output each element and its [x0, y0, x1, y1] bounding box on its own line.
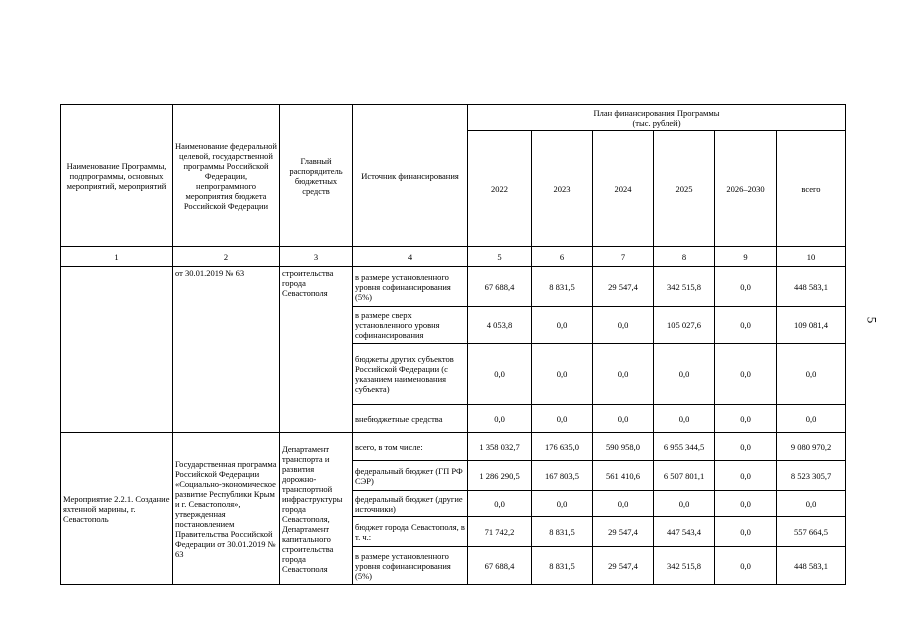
column-number: 9	[715, 247, 777, 267]
value-2024: 590 958,0	[593, 433, 654, 461]
plan-unit: (тыс. рублей)	[632, 117, 681, 128]
value-2024: 561 410,6	[593, 461, 654, 491]
column-number: 10	[777, 247, 846, 267]
value-2022: 1 286 290,5	[468, 461, 532, 491]
value-2026-2030: 0,0	[715, 405, 777, 433]
header-plan	[468, 105, 846, 131]
value-2023: 0,0	[532, 344, 593, 405]
financing-source: в размере установленного уровня софинансирования (5%)	[353, 547, 468, 585]
value-2022: 0,0	[468, 491, 532, 517]
plan-title: План финансирования Программы	[593, 107, 720, 118]
financing-source: бюджеты других субъектов Российской Федерации (с указанием наименования субъекта)	[353, 344, 468, 405]
value-2022: 67 688,4	[468, 267, 532, 307]
value-2024: 0,0	[593, 344, 654, 405]
header-program-name: Наименование Программы, подпрограммы, основных мероприятий, мероприятий	[61, 105, 173, 247]
value-total: 0,0	[777, 405, 846, 433]
value-2023: 0,0	[532, 307, 593, 344]
value-2023: 8 831,5	[532, 267, 593, 307]
header-year: 2023	[532, 131, 593, 247]
column-number: 3	[280, 247, 353, 267]
block1-federal-program: от 30.01.2019 № 63	[173, 267, 280, 433]
value-2025: 342 515,8	[654, 547, 715, 585]
value-2026-2030: 0,0	[715, 267, 777, 307]
financing-source: в размере установленного уровня софинансирования (5%)	[353, 267, 468, 307]
column-number: 2	[173, 247, 280, 267]
financing-source: всего, в том числе:	[353, 433, 468, 461]
value-2023: 0,0	[532, 405, 593, 433]
column-number: 6	[532, 247, 593, 267]
value-2026-2030: 0,0	[715, 433, 777, 461]
value-2026-2030: 0,0	[715, 517, 777, 547]
value-2023: 8 831,5	[532, 547, 593, 585]
header-total: всего	[777, 131, 846, 247]
value-2026-2030: 0,0	[715, 547, 777, 585]
value-total: 8 523 305,7	[777, 461, 846, 491]
value-2025: 0,0	[654, 405, 715, 433]
value-2025: 0,0	[654, 344, 715, 405]
value-2022: 0,0	[468, 344, 532, 405]
value-total: 0,0	[777, 491, 846, 517]
value-2022: 1 358 032,7	[468, 433, 532, 461]
value-total: 109 081,4	[777, 307, 846, 344]
block2-federal-program: Государственная программа Российской Федерации «Социально-экономическое развитие Республики Крым и г. Севастополя», утвержденная постановлением Правительства Российской Федерации от 30.01.2019 № 63	[173, 433, 280, 585]
value-2024: 29 547,4	[593, 547, 654, 585]
header-year: 2025	[654, 131, 715, 247]
column-number: 8	[654, 247, 715, 267]
financing-source: внебюджетные средства	[353, 405, 468, 433]
value-total: 0,0	[777, 344, 846, 405]
value-2024: 0,0	[593, 405, 654, 433]
financing-source: в размере сверх установленного уровня софинансирования	[353, 307, 468, 344]
value-2024: 0,0	[593, 491, 654, 517]
value-2023: 176 635,0	[532, 433, 593, 461]
value-total: 9 080 970,2	[777, 433, 846, 461]
value-2023: 167 803,5	[532, 461, 593, 491]
value-2025: 105 027,6	[654, 307, 715, 344]
block1-program-cell	[61, 267, 173, 433]
block2-program-name: Мероприятие 2.2.1. Создание яхтенной марины, г. Севастополь	[61, 433, 173, 585]
value-2023: 0,0	[532, 491, 593, 517]
value-2025: 342 515,8	[654, 267, 715, 307]
value-2026-2030: 0,0	[715, 344, 777, 405]
financing-source: бюджет города Севастополя, в т. ч.:	[353, 517, 468, 547]
value-2026-2030: 0,0	[715, 491, 777, 517]
page-number: 5	[864, 316, 880, 324]
financing-table	[60, 104, 846, 585]
value-2025: 447 543,4	[654, 517, 715, 547]
header-year: 2026–2030	[715, 131, 777, 247]
block2-budget-manager: Департамент транспорта и развития дорожно-транспортной инфраструктуры города Севастополя, Департамент капитального строительства города Севастополя	[280, 433, 353, 585]
column-number: 7	[593, 247, 654, 267]
column-number: 4	[353, 247, 468, 267]
value-2023: 8 831,5	[532, 517, 593, 547]
value-2022: 67 688,4	[468, 547, 532, 585]
value-total: 557 664,5	[777, 517, 846, 547]
value-2026-2030: 0,0	[715, 307, 777, 344]
value-2026-2030: 0,0	[715, 461, 777, 491]
value-2024: 29 547,4	[593, 517, 654, 547]
column-number: 5	[468, 247, 532, 267]
block1-budget-manager: строительства города Севастополя	[280, 267, 353, 433]
value-2022: 4 053,8	[468, 307, 532, 344]
header-year: 2022	[468, 131, 532, 247]
financing-source: федеральный бюджет (другие источники)	[353, 491, 468, 517]
value-2022: 0,0	[468, 405, 532, 433]
header-year: 2024	[593, 131, 654, 247]
value-total: 448 583,1	[777, 267, 846, 307]
value-total: 448 583,1	[777, 547, 846, 585]
header-federal-program: Наименование федеральной целевой, государственной программы Российской Федерации, непрограммного мероприятия бюджета Российской Федерации	[173, 105, 280, 247]
value-2022: 71 742,2	[468, 517, 532, 547]
value-2024: 29 547,4	[593, 267, 654, 307]
header-financing-source: Источник финансирования	[353, 105, 468, 247]
value-2025: 0,0	[654, 491, 715, 517]
column-number: 1	[61, 247, 173, 267]
value-2024: 0,0	[593, 307, 654, 344]
value-2025: 6 955 344,5	[654, 433, 715, 461]
header-budget-manager: Главный распорядитель бюджетных средств	[280, 105, 353, 247]
financing-source: федеральный бюджет (ГП РФ СЭР)	[353, 461, 468, 491]
value-2025: 6 507 801,1	[654, 461, 715, 491]
